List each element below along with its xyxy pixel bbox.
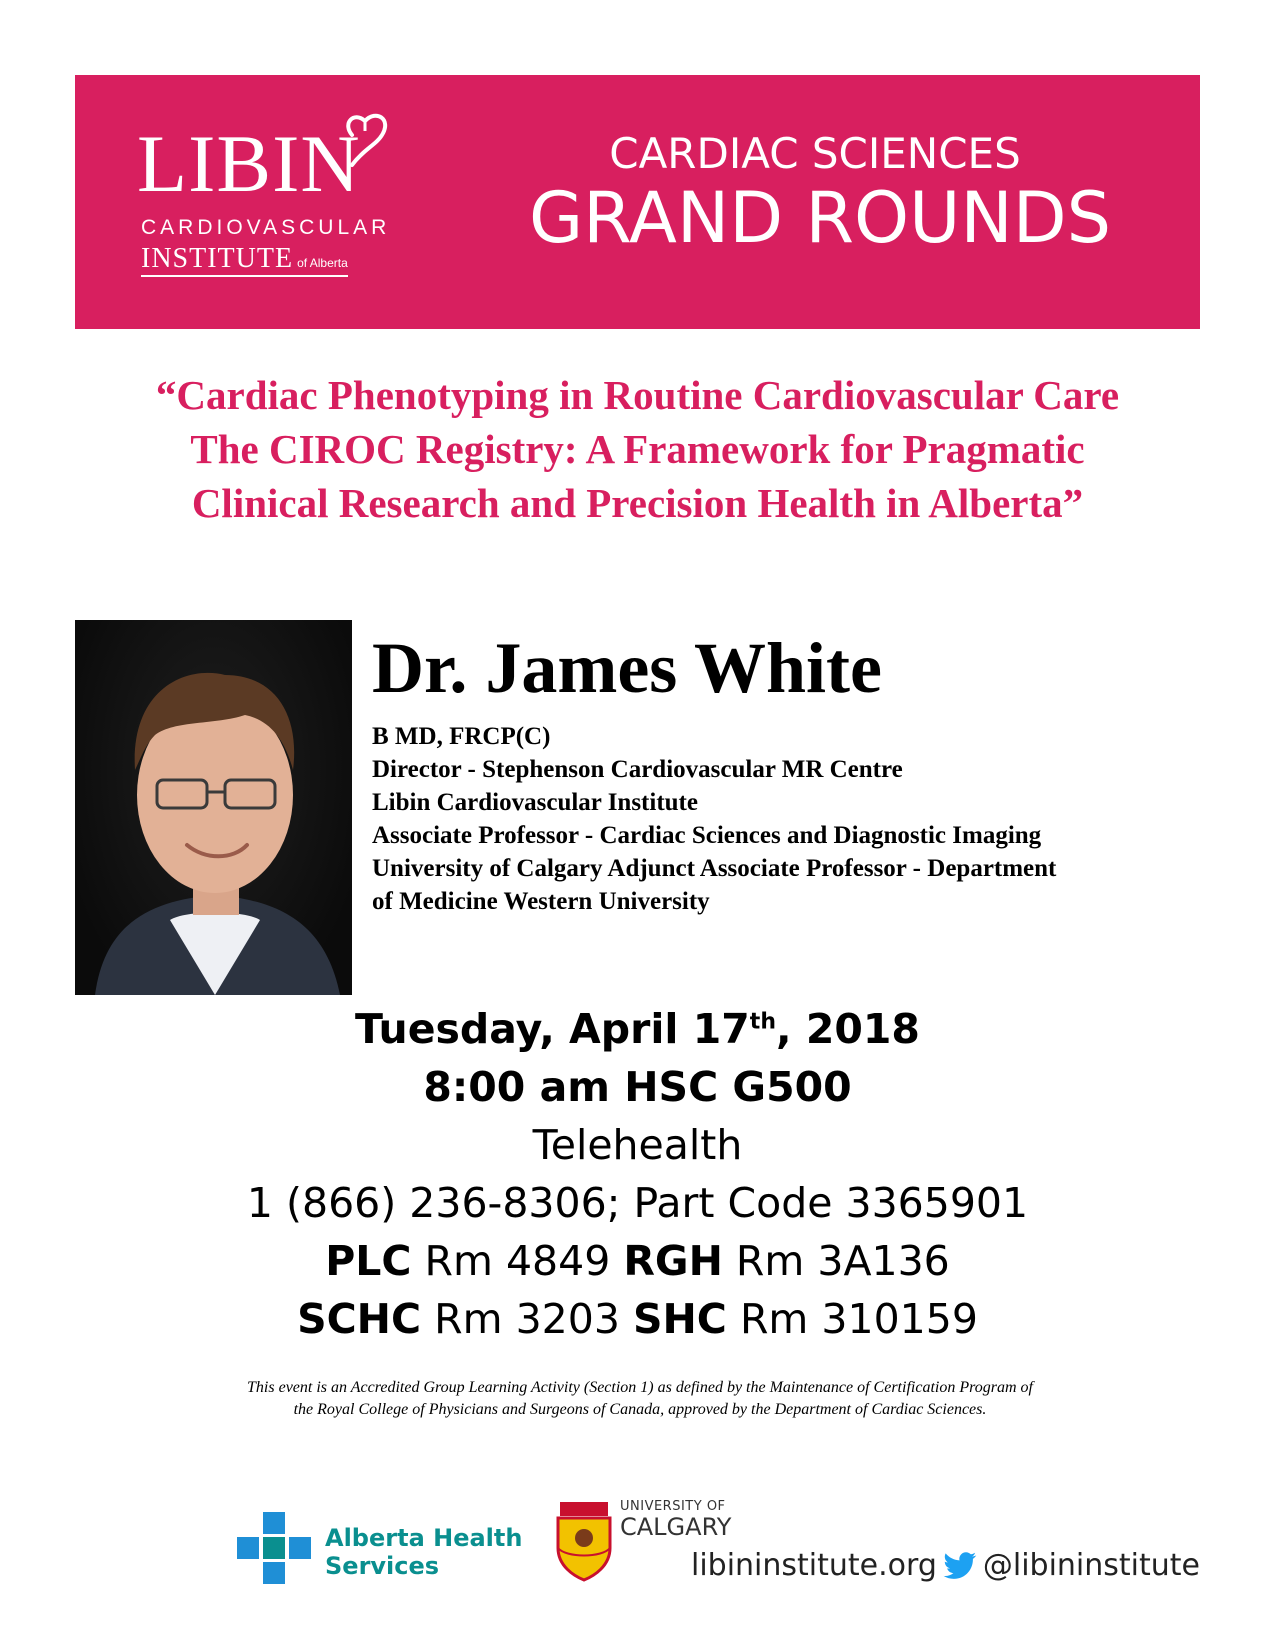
site-name: RGH xyxy=(623,1237,723,1285)
event-date-suffix: th xyxy=(749,1009,776,1035)
room-line-1 xyxy=(75,1232,1200,1290)
banner-title-small: CARDIAC SCIENCES xyxy=(609,129,1021,178)
footer-social xyxy=(691,1548,1200,1583)
speaker-credentials xyxy=(372,720,1202,918)
talk-title-line: Clinical Research and Precision Health in Alberta” xyxy=(191,480,1084,526)
credential-line: Associate Professor - Cardiac Sciences and Diagnostic Imaging xyxy=(372,822,1042,849)
ucalgary-line: CALGARY xyxy=(620,1513,732,1541)
twitter-handle[interactable]: @libininstitute xyxy=(982,1548,1200,1583)
logo-institute-text: INSTITUTE xyxy=(141,243,294,274)
logo-line-institute xyxy=(141,245,348,277)
talk-title-line: The CIROC Registry: A Framework for Pragmatic xyxy=(190,426,1085,472)
header-banner xyxy=(75,75,1200,329)
logo-word: LIBIN xyxy=(137,118,361,209)
credential-line: Libin Cardiovascular Institute xyxy=(372,789,698,816)
event-date xyxy=(75,1000,1200,1058)
telehealth-label: Telehealth xyxy=(532,1121,743,1169)
room-number: Rm 310159 xyxy=(726,1295,978,1343)
site-name: PLC xyxy=(325,1237,412,1285)
twitter-icon[interactable] xyxy=(943,1552,977,1580)
site-name: SHC xyxy=(632,1295,727,1343)
room-number: Rm 4849 xyxy=(411,1237,624,1285)
ahs-line: Alberta Health xyxy=(325,1524,523,1552)
room-line-2 xyxy=(75,1290,1200,1348)
speaker-photo xyxy=(75,620,352,995)
ahs-line: Services xyxy=(325,1552,440,1580)
ahs-cross-icon xyxy=(235,1510,315,1585)
dial-in-number: 1 (866) 236-8306; Part Code 3365901 xyxy=(246,1179,1029,1227)
libin-logo xyxy=(137,105,397,285)
credential-line: University of Calgary Adjunct Associate Professor - Department xyxy=(372,855,1057,882)
website-link[interactable]: libininstitute.org xyxy=(690,1548,937,1583)
event-time-place: 8:00 am HSC G500 xyxy=(423,1063,852,1111)
logo-line-cardiovascular: CARDIOVASCULAR xyxy=(141,216,391,239)
room-number: Rm 3203 xyxy=(421,1295,633,1343)
talk-title-line: “Cardiac Phenotyping in Routine Cardiovascular Care xyxy=(155,372,1120,418)
room-number: Rm 3A136 xyxy=(722,1237,950,1285)
ahs-logo xyxy=(235,1510,523,1585)
banner-title-large: GRAND ROUNDS xyxy=(528,177,1112,259)
ucalgary-crest-icon xyxy=(552,1500,616,1584)
ucalgary-wordmark xyxy=(620,1500,731,1539)
event-details xyxy=(75,1000,1200,1348)
logo-suffix: of Alberta xyxy=(297,256,348,270)
event-date-year: , 2018 xyxy=(775,1005,920,1053)
ucalgary-line: UNIVERSITY OF xyxy=(620,1499,726,1514)
event-date-main: Tuesday, April 17 xyxy=(355,1005,750,1053)
credential-line: of Medicine Western University xyxy=(372,888,710,915)
talk-title xyxy=(75,368,1200,530)
credential-line: Director - Stephenson Cardiovascular MR Centre xyxy=(372,756,903,783)
accreditation-note: This event is an Accredited Group Learning Activity (Section 1) as defined by the Maintenance of Certification Program of the Royal College of Physicians and Surgeons of Canada, approved by the Department of Cardiac Sciences. xyxy=(247,1379,1033,1418)
credential-line: B MD, FRCP(C) xyxy=(372,723,551,750)
portrait-illustration xyxy=(75,620,352,995)
ahs-wordmark xyxy=(325,1524,522,1580)
speaker-name: Dr. James White xyxy=(372,628,882,708)
site-name: SCHC xyxy=(297,1295,422,1343)
